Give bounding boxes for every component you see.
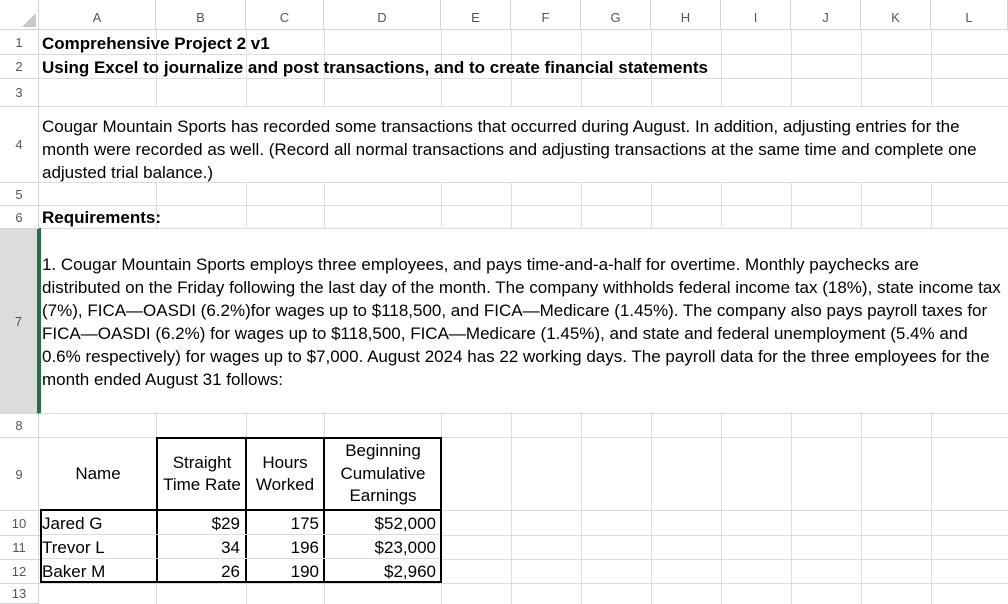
row-header-3[interactable]: 3 — [0, 79, 39, 107]
table-row-3-rate[interactable]: 26 — [221, 562, 240, 581]
column-header-c[interactable]: C — [246, 0, 324, 30]
row-header-4[interactable]: 4 — [0, 107, 39, 183]
table-header-name[interactable]: Name — [75, 463, 121, 483]
table-row-2-rate[interactable]: 34 — [221, 538, 240, 557]
column-header-e[interactable]: E — [441, 0, 511, 30]
column-header-i[interactable]: I — [721, 0, 791, 30]
column-header-j[interactable]: J — [791, 0, 861, 30]
column-header-b[interactable]: B — [156, 0, 246, 30]
table-row-2-name[interactable]: Trevor L — [42, 538, 105, 557]
row-header-6[interactable]: 6 — [0, 206, 39, 229]
row-header-9[interactable]: 9 — [0, 438, 39, 511]
table-header-hours[interactable]: Hours Worked — [255, 452, 315, 494]
row-header-11[interactable]: 11 — [0, 536, 39, 560]
table-row-3-earnings[interactable]: $2,960 — [384, 562, 436, 581]
row-header-10[interactable]: 10 — [0, 511, 39, 536]
table-header-rate[interactable]: Straight Time Rate — [163, 452, 241, 494]
table-row-1-earnings[interactable]: $52,000 — [374, 514, 436, 533]
column-header-a[interactable]: A — [39, 0, 156, 30]
cell-a2-subtitle[interactable]: Using Excel to journalize and post transactions, and to create financial statements — [42, 58, 708, 77]
table-row-1-rate[interactable]: $29 — [211, 514, 240, 533]
select-all-corner[interactable] — [0, 0, 39, 30]
column-header-d[interactable]: D — [324, 0, 441, 30]
cell-a1-title[interactable]: Comprehensive Project 2 v1 — [42, 34, 270, 53]
table-row-3-hours[interactable]: 190 — [290, 562, 319, 581]
table-header-earnings[interactable]: Beginning Cumulative Earnings — [340, 441, 426, 506]
table-row-1-name[interactable]: Jared G — [42, 514, 103, 533]
column-header-k[interactable]: K — [861, 0, 931, 30]
column-header-f[interactable]: F — [511, 0, 581, 30]
table-row-2-earnings[interactable]: $23,000 — [374, 538, 436, 557]
row-header-2[interactable]: 2 — [0, 55, 39, 79]
select-all-icon — [22, 13, 36, 27]
table-row-1-hours[interactable]: 175 — [290, 514, 319, 533]
column-header-l[interactable]: L — [931, 0, 1008, 30]
row-header-1[interactable]: 1 — [0, 30, 39, 55]
column-header-h[interactable]: H — [651, 0, 721, 30]
column-header-g[interactable]: G — [581, 0, 651, 30]
cell-a6-requirements[interactable]: Requirements: — [42, 208, 162, 227]
row-header-8[interactable]: 8 — [0, 414, 39, 438]
row-header-12[interactable]: 12 — [0, 560, 39, 584]
cell-a4-description[interactable]: Cougar Mountain Sports has recorded some transactions that occurred during August. In addition, adjusting entries for the month were recorded as well. (Record all normal transactions and adjusting transactions at the same time and complete one adjusted trial balance.) — [42, 117, 977, 182]
row-header-13[interactable]: 13 — [0, 584, 39, 604]
table-row-2-hours[interactable]: 196 — [290, 538, 319, 557]
cell-a7-requirement-1[interactable]: 1. Cougar Mountain Sports employs three employees, and pays time-and-a-half for overtime. Monthly paychecks are distributed on the Friday following the last day of the month. The company withholds federal income tax (18%), state income tax (7%), FICA—OASDI (6.2%)for wages up to $118,500, and FICA—Medicare (1.45%). The company also pays payroll taxes for FICA—OASDI (6.2%) for wages up to $118,500, FICA—Medicare (1.45%), and state and federal unemployment (5.4% and 0.6% respectively) for wages up to $7,000. August 2024 has 22 working days. The payroll data for the three employees for the month ended August 31 follows: — [42, 255, 1001, 389]
row-header-5[interactable]: 5 — [0, 183, 39, 206]
row-header-7[interactable]: 7 — [0, 229, 39, 414]
table-row-3-name[interactable]: Baker M — [42, 562, 106, 581]
